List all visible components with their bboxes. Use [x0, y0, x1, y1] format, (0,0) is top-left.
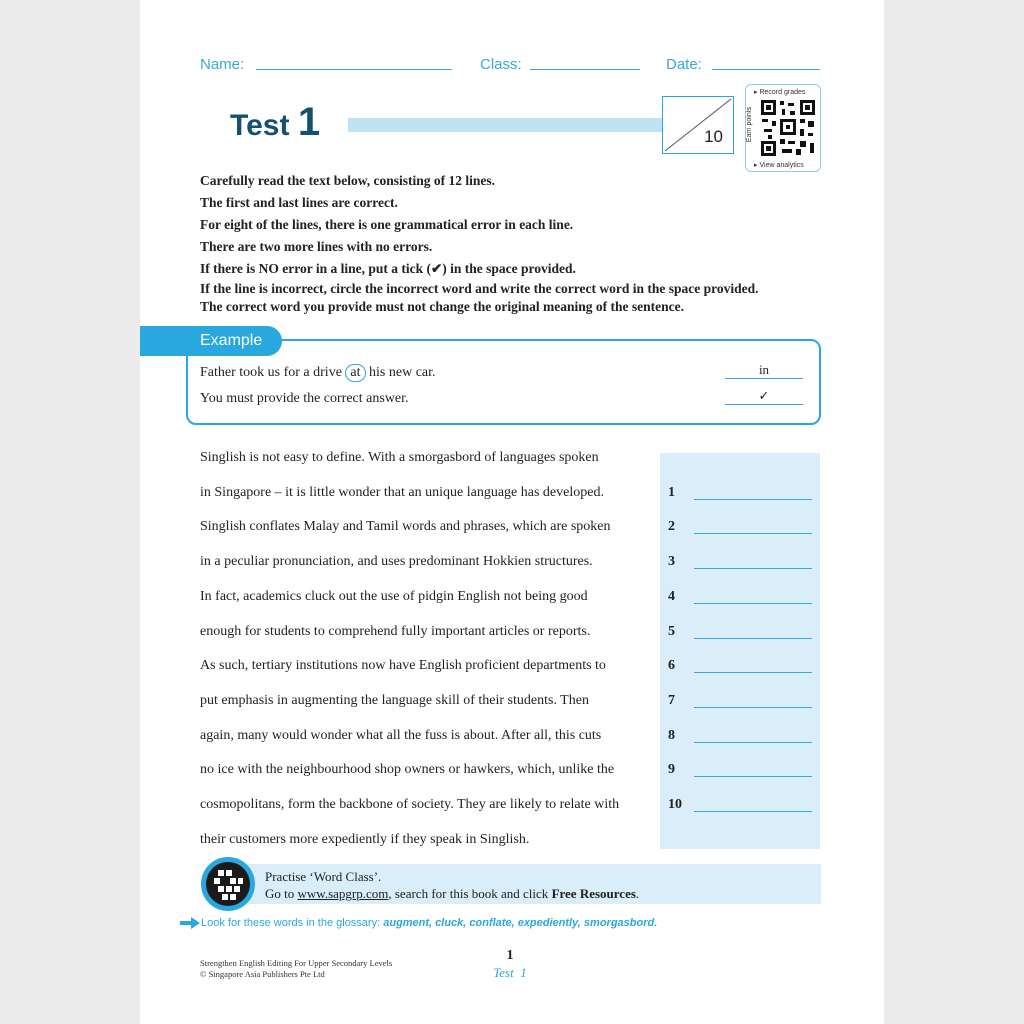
answer-blank[interactable]	[694, 533, 812, 534]
tip-line-2: Go to www.sapgrp.com, search for this book and click Free Resources.	[265, 886, 640, 901]
tip-line-1: Practise ‘Word Class’.	[265, 869, 382, 884]
answer-blank[interactable]	[694, 568, 812, 569]
passage-line[interactable]: put emphasis in augmenting the language skill of their students. Then	[200, 692, 589, 708]
answer-number: 4	[668, 588, 675, 604]
qr-code-icon	[760, 99, 816, 157]
answer-number: 6	[668, 658, 675, 674]
arrow-icon	[180, 917, 200, 929]
answer-number: 2	[668, 519, 675, 535]
instruction-line: There are two more lines with no errors.	[200, 239, 433, 254]
answer-number: 5	[668, 623, 675, 639]
answer-blank[interactable]	[694, 672, 812, 673]
instruction-line: If there is NO error in a line, put a tick (✔) in the space provided.	[200, 261, 576, 276]
date-field[interactable]	[712, 69, 820, 70]
answer-number: 8	[668, 727, 675, 743]
answer-blank[interactable]	[694, 776, 812, 777]
passage-line[interactable]: As such, tertiary institutions now have English proficient departments to	[200, 658, 606, 674]
earn-points-label: Earn points	[746, 106, 754, 143]
instruction-line: If the line is incorrect, circle the incorrect word and write the correct word in the space provided.	[200, 281, 759, 296]
example-tab: Example	[140, 326, 282, 356]
passage-line[interactable]: Singlish is not easy to define. With a smorgasbord of languages spoken	[200, 450, 599, 465]
date-label: Date:	[666, 56, 702, 73]
qr-panel[interactable]	[745, 84, 821, 172]
passage-line[interactable]: their customers more expediently if they speak in Singlish.	[200, 831, 530, 847]
record-grades-label: ▸ Record grades	[754, 89, 806, 96]
passage-line[interactable]: In fact, academics cluck out the use of pidgin English not being good	[200, 588, 588, 604]
answer-number: 7	[668, 692, 675, 708]
page-label: Test 1	[493, 965, 527, 980]
instruction-line: The correct word you provide must not change the original meaning of the sentence.	[200, 299, 684, 314]
score-box	[662, 96, 734, 154]
answer-blank[interactable]	[694, 742, 812, 743]
answer-number: 1	[668, 484, 675, 500]
passage-line[interactable]: in Singapore – it is little wonder that an unique language has developed.	[200, 484, 604, 500]
passage-line[interactable]: again, many would wonder what all the fuss is about. After all, this cuts	[200, 727, 602, 743]
answer-number: 9	[668, 762, 675, 778]
class-field[interactable]	[530, 69, 640, 70]
page-number: 1	[506, 948, 514, 963]
passage-line[interactable]: in a peculiar pronunciation, and uses predominant Hokkien structures.	[200, 554, 593, 570]
instructions	[200, 170, 840, 316]
answer-panel	[660, 453, 820, 849]
answer-blank[interactable]	[694, 499, 812, 500]
answer-blank[interactable]	[694, 707, 812, 708]
glossary-note: Look for these words in the glossary: augment, cluck, conflate, expediently, smorgasbord.	[201, 917, 658, 929]
circled-word: at	[345, 364, 365, 382]
example-line-1: Father took us for a drive at his new car.	[200, 365, 436, 380]
score-total: 10	[704, 127, 723, 146]
answer-blank[interactable]	[694, 603, 812, 604]
instruction-line: For eight of the lines, there is one grammatical error in each line.	[200, 217, 574, 232]
answer-blank[interactable]	[694, 638, 812, 639]
example-box	[186, 339, 821, 425]
example-answer-2: ✓	[725, 388, 803, 405]
copyright: © Singapore Asia Publishers Pte Ltd	[200, 969, 325, 979]
passage-line[interactable]: Singlish conflates Malay and Tamil words and phrases, which are spoken	[200, 519, 611, 535]
view-analytics-label: ▸ View analytics	[754, 162, 804, 169]
sapgrp-link[interactable]: www.sapgrp.com	[297, 886, 389, 901]
example-answer-1: in	[725, 362, 803, 379]
crossword-icon	[200, 856, 256, 912]
answer-number: 3	[668, 554, 675, 570]
name-label: Name:	[200, 56, 245, 73]
title-word: Test	[230, 109, 290, 142]
passage-line[interactable]: cosmopolitans, form the backbone of society. They are likely to relate with	[200, 797, 620, 812]
name-field[interactable]	[256, 69, 452, 70]
title-number: 1	[297, 100, 321, 144]
title-bar	[348, 118, 663, 132]
passage-line[interactable]: no ice with the neighbourhood shop owners or hawkers, which, unlike the	[200, 762, 615, 778]
book-title: Strengthen English Editing For Upper Secondary Levels	[200, 958, 393, 968]
page-title	[230, 100, 320, 150]
instruction-line: Carefully read the text below, consisting of 12 lines.	[200, 173, 495, 188]
answer-number: 10	[668, 797, 682, 812]
example-line-2: You must provide the correct answer.	[200, 391, 409, 406]
answer-blank[interactable]	[694, 811, 812, 812]
instruction-line: The first and last lines are correct.	[200, 195, 398, 210]
class-label: Class:	[480, 56, 522, 73]
passage-line[interactable]: enough for students to comprehend fully important articles or reports.	[200, 623, 591, 639]
worksheet-page	[140, 0, 884, 1024]
